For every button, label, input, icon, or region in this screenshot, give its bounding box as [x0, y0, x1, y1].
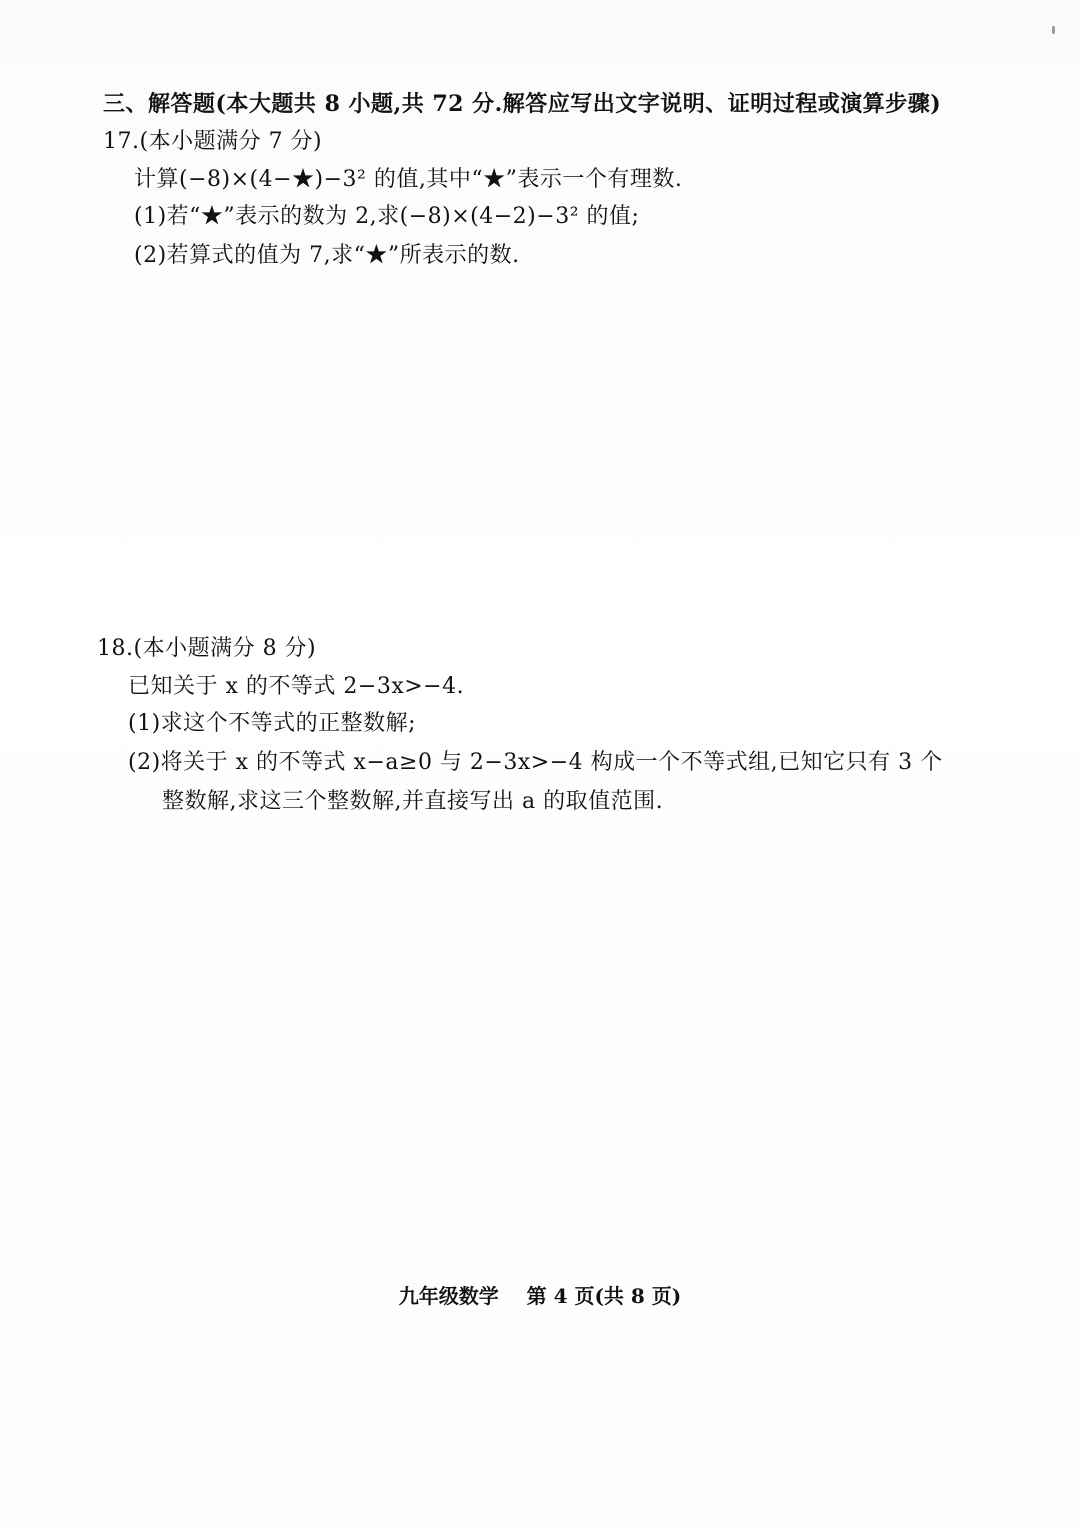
question-18-header: 18.(本小题满分 8 分)	[97, 636, 317, 661]
section-title: 三、解答题(本大题共 8 小题,共 72 分.解答应写出文字说明、证明过程或演算步骤)	[103, 91, 942, 117]
question-17-part-2: (2)若算式的值为 7,求“★”所表示的数.	[134, 243, 520, 268]
question-17-header: 17.(本小题满分 7 分)	[103, 129, 323, 154]
question-17-part-1: (1)若“★”表示的数为 2,求(−8)×(4−2)−3² 的值;	[134, 204, 640, 229]
question-18-part-2-line-1: (2)将关于 x 的不等式 x−a≥0 与 2−3x>−4 构成一个不等式组,已知它只有 3 个	[128, 750, 943, 775]
scan-speck	[1052, 26, 1055, 34]
question-17-stem: 计算(−8)×(4−★)−3² 的值,其中“★”表示一个有理数.	[134, 167, 683, 192]
question-18-part-2-line-2: 整数解,求这三个整数解,并直接写出 a 的取值范围.	[162, 789, 664, 814]
question-18-part-1: (1)求这个不等式的正整数解;	[128, 711, 417, 736]
page-footer: 九年级数学 第 4 页(共 8 页)	[398, 1284, 682, 1308]
question-18-stem: 已知关于 x 的不等式 2−3x>−4.	[128, 674, 465, 699]
